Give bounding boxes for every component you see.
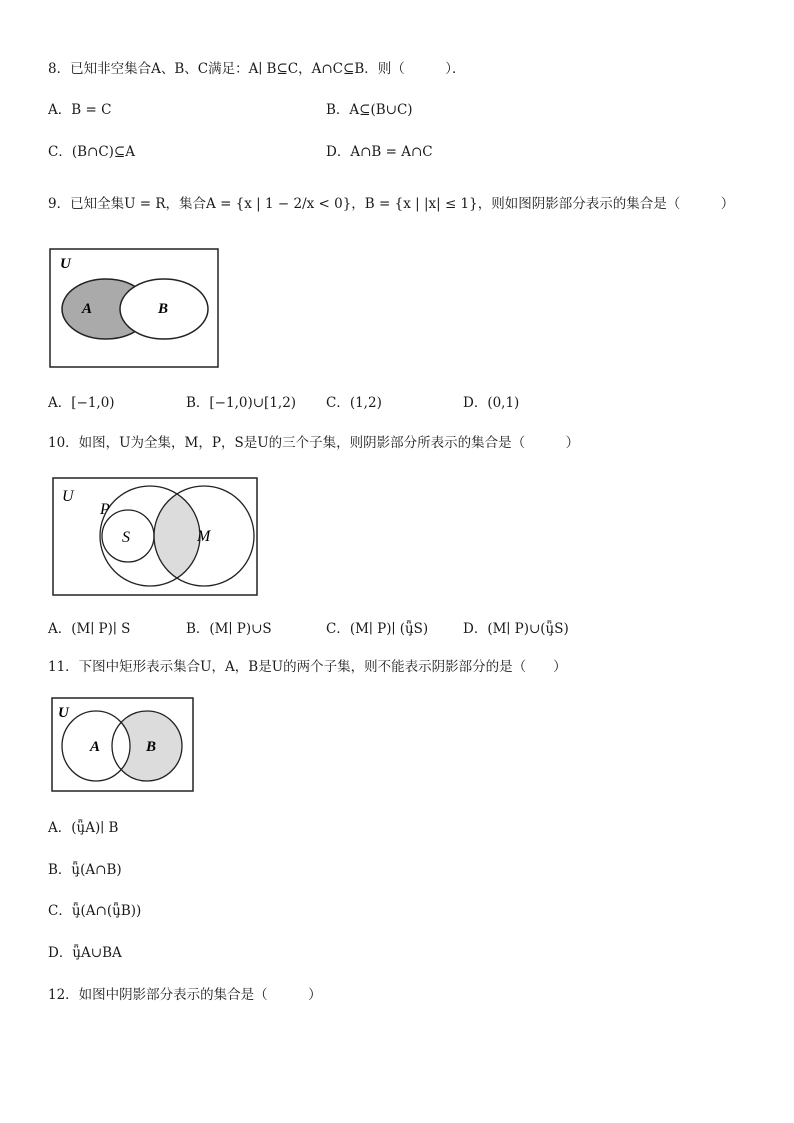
q8-option-d: D．A∩B = A∩C (326, 144, 433, 160)
q8-option-b: B．A⊆(B∪C) (326, 102, 413, 118)
q10-label-s: S (122, 529, 130, 546)
q10-label-m: M (197, 528, 211, 545)
q9-venn-diagram (49, 248, 221, 370)
q11-venn-diagram (51, 697, 196, 795)
q9-option-b: B．[−1,0)∪[1,2) (186, 395, 297, 411)
q11-option-b: B．ǖ̧(A∩B) (48, 862, 122, 878)
q9-stem: 9．已知全集U = R，集合A = {x | 1 − 2/x < 0}，B = {x | |x| ≤ 1}，则如图阴影部分表示的集合是（ ） (48, 196, 735, 212)
q8-option-a: A．B = C (48, 102, 112, 118)
q10-option-d: D．(M∣ P)∪(ǖ̧S) (463, 621, 569, 637)
q10-venn-diagram (52, 477, 260, 598)
q10-label-u: U (62, 488, 74, 505)
q9-label-a: A (82, 301, 93, 317)
q11-option-c: C．ǖ̧(A∩(ǖ̧B)) (48, 903, 142, 919)
q11-stem: 11．下图中矩形表示集合U，A，B是U的两个子集，则不能表示阴影部分的是（ ） (48, 659, 567, 675)
q9-label-b: B (158, 301, 169, 317)
q9-label-u: U (60, 256, 71, 272)
q12-stem: 12．如图中阴影部分表示的集合是（ ） (48, 987, 322, 1003)
q8-stem: 8．已知非空集合A、B、C满足：A∣ B⊆C，A∩C⊆B．则（ ）． (48, 61, 466, 77)
q11-label-u: U (58, 705, 69, 721)
q10-option-a: A．(M∣ P)∣ S (48, 621, 131, 637)
q10-option-b: B．(M∣ P)∪S (186, 621, 272, 637)
q11-label-b: B (146, 739, 157, 755)
q11-option-a: A．(ǖ̧A)∣ B (48, 820, 119, 836)
q8-option-c: C．(B∩C)⊆A (48, 144, 135, 160)
q10-option-c: C．(M∣ P)∣ (ǖ̧S) (326, 621, 429, 637)
q9-option-d: D．(0,1) (463, 395, 520, 411)
q9-option-a: A．[−1,0) (48, 395, 115, 411)
q11-option-d: D．ǖ̧A∪BA (48, 945, 122, 961)
q9-option-c: C．(1,2) (326, 395, 382, 411)
q11-label-a: A (90, 739, 101, 755)
q10-stem: 10．如图，U为全集，M，P，S是U的三个子集，则阴影部分所表示的集合是（ ） (48, 435, 580, 451)
q10-label-p: P (100, 501, 110, 518)
